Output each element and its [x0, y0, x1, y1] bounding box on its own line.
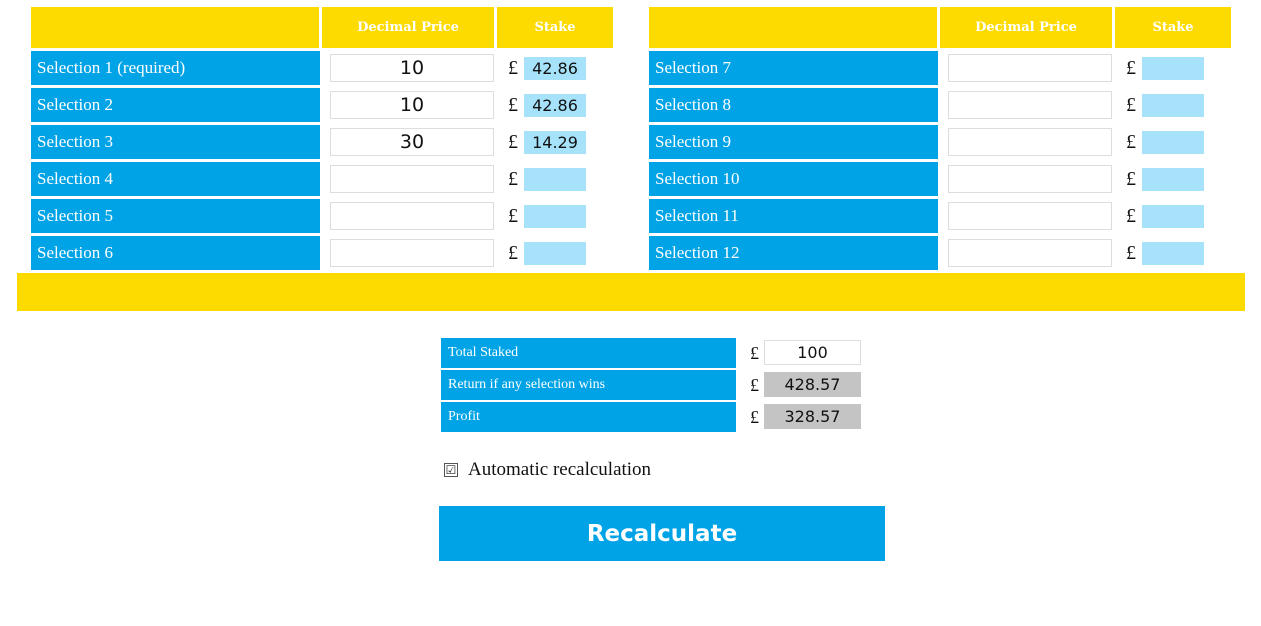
decimal-price-cell [940, 88, 1112, 122]
stake-output [1142, 57, 1204, 80]
stake-output [1142, 94, 1204, 117]
selection-row [649, 162, 1234, 196]
currency-symbol: £ [1126, 57, 1136, 79]
profit-value: 328.57 [764, 404, 861, 429]
recalculate-button[interactable]: Recalculate [439, 506, 885, 561]
header-decimal-price: Decimal Price [940, 7, 1112, 48]
header-decimal-price: Decimal Price [322, 7, 494, 48]
currency-symbol: £ [508, 242, 518, 264]
return-row [441, 370, 861, 400]
header-blank [31, 7, 319, 48]
currency-symbol: £ [750, 343, 759, 363]
right-selections-table [649, 7, 1234, 270]
currency-symbol: £ [1126, 131, 1136, 153]
currency-symbol: £ [750, 375, 759, 395]
currency-symbol: £ [1126, 242, 1136, 264]
decimal-price-input[interactable] [948, 54, 1112, 82]
decimal-price-input[interactable] [330, 202, 494, 230]
currency-symbol: £ [508, 205, 518, 227]
auto-recalc-checkbox[interactable]: ☑ [445, 463, 457, 477]
selection-row [31, 162, 616, 196]
selection-label: Selection 6 [31, 236, 320, 270]
total-staked-label: Total Staked [441, 338, 736, 368]
total-staked-row [441, 338, 861, 368]
selection-label: Selection 5 [31, 199, 320, 233]
selection-row [31, 51, 616, 85]
decimal-price-cell [940, 236, 1112, 270]
left-selections-table [31, 7, 616, 270]
header-stake: Stake [1115, 7, 1231, 48]
currency-symbol: £ [750, 407, 759, 427]
decimal-price-cell [940, 199, 1112, 233]
auto-recalc-option[interactable] [444, 459, 651, 481]
selection-row [649, 199, 1234, 233]
stake-output: 42.86 [524, 57, 586, 80]
currency-symbol: £ [1126, 168, 1136, 190]
table-header [649, 7, 1234, 48]
decimal-price-cell [940, 51, 1112, 85]
stake-output [524, 168, 586, 191]
decimal-price-cell [322, 199, 494, 233]
selection-label: Selection 3 [31, 125, 320, 159]
selection-row [649, 125, 1234, 159]
decimal-price-input[interactable] [330, 165, 494, 193]
selection-label: Selection 1 (required) [31, 51, 320, 85]
stake-output: 42.86 [524, 94, 586, 117]
decimal-price-input[interactable] [330, 91, 494, 119]
stake-output [1142, 131, 1204, 154]
profit-label: Profit [441, 402, 736, 432]
selection-label: Selection 7 [649, 51, 938, 85]
decimal-price-input[interactable] [948, 202, 1112, 230]
table-header [31, 7, 616, 48]
summary-panel [441, 338, 861, 434]
profit-row [441, 402, 861, 432]
currency-symbol: £ [1126, 205, 1136, 227]
divider-bar [17, 273, 1245, 311]
return-value: 428.57 [764, 372, 861, 397]
selection-row [649, 51, 1234, 85]
total-staked-input[interactable]: 100 [764, 340, 861, 365]
header-stake: Stake [497, 7, 613, 48]
decimal-price-input[interactable] [330, 54, 494, 82]
decimal-price-cell [322, 125, 494, 159]
auto-recalc-label[interactable]: Automatic recalculation [468, 459, 652, 480]
selection-row [31, 88, 616, 122]
selection-row [31, 199, 616, 233]
decimal-price-input[interactable] [330, 128, 494, 156]
stake-output [1142, 205, 1204, 228]
selection-label: Selection 12 [649, 236, 938, 270]
currency-symbol: £ [508, 131, 518, 153]
decimal-price-input[interactable] [948, 239, 1112, 267]
decimal-price-cell [940, 162, 1112, 196]
currency-symbol: £ [508, 57, 518, 79]
currency-symbol: £ [1126, 94, 1136, 116]
selection-label: Selection 9 [649, 125, 938, 159]
decimal-price-input[interactable] [948, 165, 1112, 193]
stake-output [1142, 168, 1204, 191]
decimal-price-cell [322, 162, 494, 196]
selection-row [649, 88, 1234, 122]
decimal-price-input[interactable] [948, 91, 1112, 119]
decimal-price-cell [322, 51, 494, 85]
return-label: Return if any selection wins [441, 370, 736, 400]
stake-output [1142, 242, 1204, 265]
selection-label: Selection 4 [31, 162, 320, 196]
decimal-price-cell [322, 236, 494, 270]
stake-output [524, 242, 586, 265]
selection-label: Selection 8 [649, 88, 938, 122]
selection-label: Selection 10 [649, 162, 938, 196]
selection-row [31, 236, 616, 270]
decimal-price-input[interactable] [330, 239, 494, 267]
decimal-price-input[interactable] [948, 128, 1112, 156]
decimal-price-cell [940, 125, 1112, 159]
stake-output: 14.29 [524, 131, 586, 154]
currency-symbol: £ [508, 168, 518, 190]
selection-label: Selection 11 [649, 199, 938, 233]
selection-label: Selection 2 [31, 88, 320, 122]
currency-symbol: £ [508, 94, 518, 116]
selection-row [31, 125, 616, 159]
header-blank [649, 7, 937, 48]
decimal-price-cell [322, 88, 494, 122]
selection-row [649, 236, 1234, 270]
stake-output [524, 205, 586, 228]
